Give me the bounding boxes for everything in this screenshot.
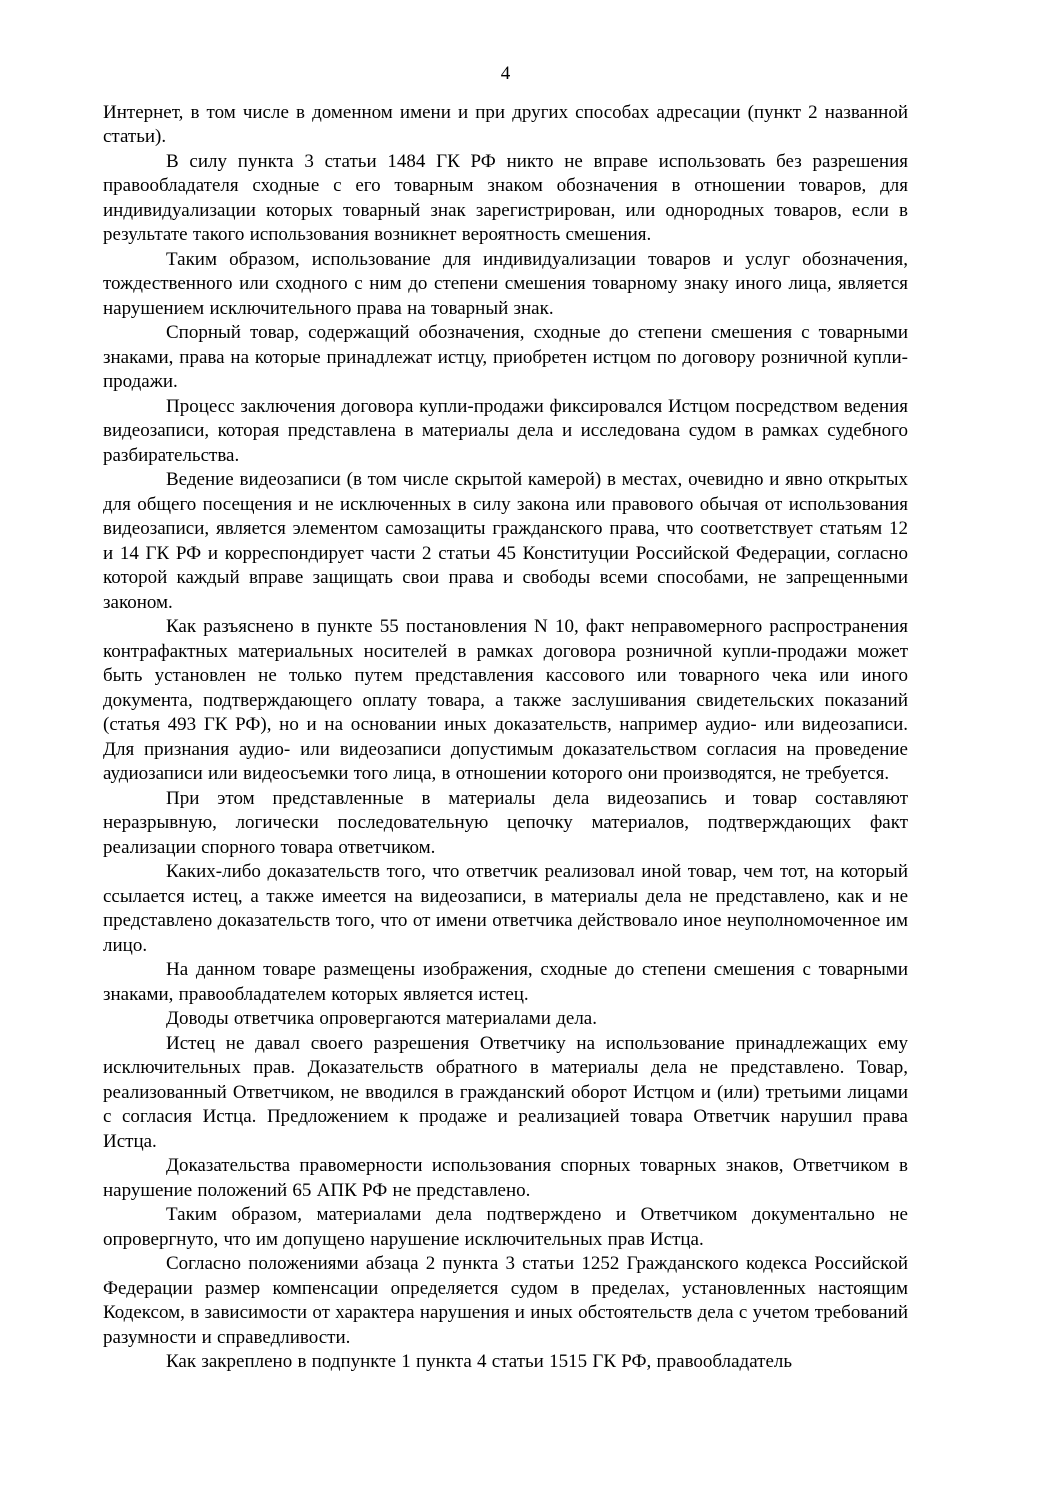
paragraph: Как разъяснено в пункте 55 постановления N 10, факт неправомерного распространения контрафактных материальных носителей в рамках договора розничной купли-продажи может быть установлен не только путем представления кассового или товарного чека или иного документа, подтверждающего оплату товара, а также заслушивания свидетельских показаний (статья 493 ГК РФ), но и на основании иных доказательств, например аудио- или видеозаписи. Для признания аудио- или видеозаписи допустимым доказательством согласия на проведение аудиозаписи или видеосъемки того лица, в отношении которого они производятся, не требуется.: [103, 616, 908, 784]
paragraph: В силу пункта 3 статьи 1484 ГК РФ никто не вправе использовать без разрешения правообладателя сходные с его товарным знаком обозначения в отношении товаров, для индивидуализации которых товарный знак зарегистрирован, или однородных товаров, если в результате такого использования возникнет вероятность смешения.: [103, 150, 908, 245]
paragraph: Как закреплено в подпункте 1 пункта 4 статьи 1515 ГК РФ, правообладатель: [166, 1351, 793, 1372]
paragraph: Таким образом, материалами дела подтверждено и Ответчиком документально не опровергнуто, что им допущено нарушение исключительных прав Истца.: [103, 1204, 908, 1250]
paragraph: Процесс заключения договора купли-продажи фиксировался Истцом посредством ведения видеозаписи, которая представлена в материалы дела и исследована судом в рамках судебного разбирательства.: [103, 395, 908, 466]
page-number-value: 4: [500, 63, 511, 84]
paragraph: Интернет, в том числе в доменном имени и при других способах адресации (пункт 2 названной статьи).: [103, 101, 908, 147]
paragraph: Ведение видеозаписи (в том числе скрытой камерой) в местах, очевидно и явно открытых для общего посещения и не исключенных в силу закона или правового обычая от использования видеозаписи, является элементом самозащиты гражданского права, что соответствует статьям 12 и 14 ГК РФ и корреспондирует части 2 статьи 45 Конституции Российской Федерации, согласно которой каждый вправе защищать свои права и свободы всеми способами, не запрещенными законом.: [103, 469, 908, 613]
paragraph: Доводы ответчика опровергаются материалами дела.: [166, 1008, 597, 1029]
page-number: [103, 62, 908, 87]
paragraph: Таким образом, использование для индивидуализации товаров и услуг обозначения, тождественного или сходного с ним до степени смешения товарному знаку иного лица, является нарушением исключительного права на товарный знак.: [103, 248, 908, 319]
paragraph: На данном товаре размещены изображения, сходные до степени смешения с товарными знаками, правообладателем которых является истец.: [103, 959, 908, 1005]
paragraph: Истец не давал своего разрешения Ответчику на использование принадлежащих ему исключительных прав. Доказательств обратного в материалы дела не представлено. Товар, реализованный Ответчиком, не вводился в гражданский оборот Истцом и (или) третьими лицами с согласия Истца. Предложением к продаже и реализацией товара Ответчик нарушил права Истца.: [103, 1032, 908, 1152]
paragraph: Спорный товар, содержащий обозначения, сходные до степени смешения с товарными знаками, права на которые принадлежат истцу, приобретен истцом по договору розничной купли-продажи.: [103, 322, 908, 392]
paragraph: Доказательства правомерности использования спорных товарных знаков, Ответчиком в нарушение положений 65 АПК РФ не представлено.: [103, 1155, 908, 1201]
paragraph: Каких-либо доказательств того, что ответчик реализовал иной товар, чем тот, на который ссылается истец, а также имеется на видеозаписи, в материалы дела не представлено, как и не представлено доказательств того, что от имени ответчика действовало иное неуполномоченное им лицо.: [103, 861, 908, 956]
paragraph: При этом представленные в материалы дела видеозапись и товар составляют неразрывную, логически последовательную цепочку материалов, подтверждающих факт реализации спорного товара ответчиком.: [103, 787, 908, 858]
paragraph: Согласно положениями абзаца 2 пункта 3 статьи 1252 Гражданского кодекса Российской Федерации размер компенсации определяется судом в пределах, установленных настоящим Кодексом, в зависимости от характера нарушения и иных обстоятельств дела с учетом требований разумности и справедливости.: [103, 1253, 908, 1348]
document-body: [103, 101, 908, 1375]
